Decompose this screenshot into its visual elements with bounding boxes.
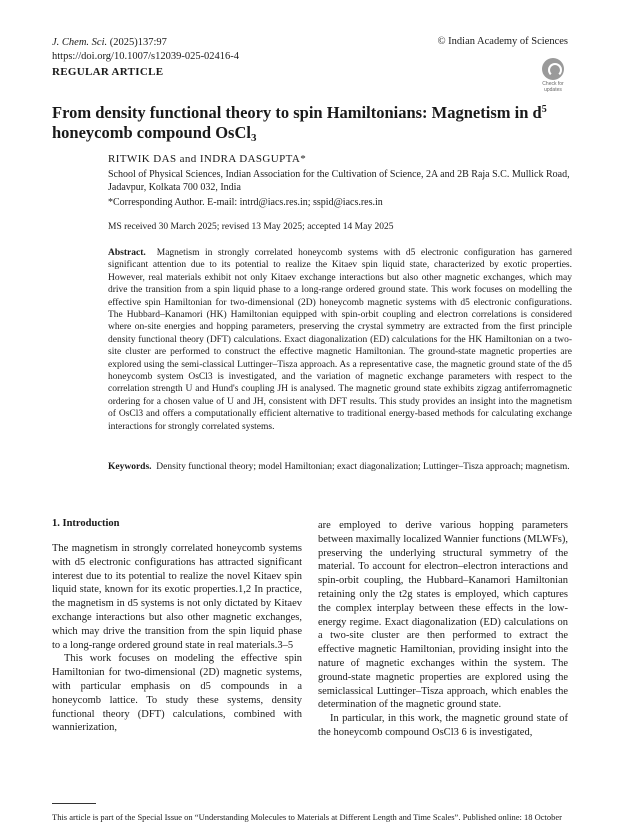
keywords-text: Density functional theory; model Hamiltonian; exact diagonalization; Luttinger–Tisza approach; magnetism.	[156, 462, 570, 472]
badge-label: Check for updates	[542, 81, 564, 93]
journal-name: J. Chem. Sci.	[52, 37, 108, 48]
column-left	[52, 542, 302, 735]
doi-link[interactable]: https://doi.org/10.1007/s12039-025-02416-4	[52, 51, 240, 62]
article-type: REGULAR ARTICLE	[52, 66, 164, 78]
check-updates-icon	[542, 58, 564, 80]
publisher-copyright: © Indian Academy of Sciences	[437, 36, 568, 47]
section-heading: 1. Introduction	[52, 518, 120, 529]
published-date: Published online: 18 October	[462, 812, 562, 822]
intro-paragraph-4: In particular, in this work, the magnetic ground state of the honeycomb compound OsCl3 6 is investigated,	[318, 713, 568, 738]
footnote: This article is part of the Special Issue on “Understanding Molecules to Materials at Different Length and Time Scales”. Published online: 18 October	[52, 812, 562, 822]
authors: RITWIK DAS and INDRA DASGUPTA*	[108, 153, 307, 165]
article-title: From density functional theory to spin Hamiltonians: Magnetism in $d^5$ honeycomb compound OsCl$_3$	[52, 103, 547, 144]
journal-volume: (2025)137:97	[109, 37, 167, 48]
affiliation: School of Physical Sciences, Indian Association for the Cultivation of Science, 2A and 2B Raja S.C. Mullick Road, Jadavpur, Kolkata 700 032, India	[108, 169, 570, 193]
corresponding-author: *Corresponding Author. E-mail: intrd@iacs.res.in; sspid@iacs.res.in	[108, 197, 383, 208]
intro-paragraph-2: This work focuses on modeling the effective spin Hamiltonian for two-dimensional (2D) magnetic systems, with particular emphasis on d5 compounds in a honeycomb lattice. To study these systems, density functional theory (DFT) calculations, combined with wannierization,	[52, 653, 302, 734]
intro-paragraph-1: The magnetism in strongly correlated honeycomb systems with d5 electronic configurations has attracted significant interest due to its potential to realize the novel Kitaev spin liquid state, known for its exotic properties.1,2 In practice, the magnetism in d5 systems is not only dictated by Kitaev exchange interactions but also other magnetic exchanges, which may drive the transition from the spin liquid phase to a long-range ordered ground state in real materials.3–5	[52, 543, 302, 651]
column-right	[318, 519, 568, 740]
journal-header	[52, 36, 239, 64]
keywords	[108, 461, 572, 473]
abstract	[108, 247, 572, 433]
intro-paragraph-3: are employed to derive various hopping parameters between maximally localized Wannier functions (MLWFs), preserving the underlying structural symmetry of the material. To account for electron–electron interactions and spin-orbit coupling, the Hubbard–Kanamori Hamiltonian retaining only the t2g states is employed, which captures the complex interplay between these effects in the low-energy regime. Exact diagonalization (ED) calculations on a two-site cluster are then performed to extract the effective magnetic Hamiltonian, providing insight into the nature of magnetic exchanges within the system. The ground-state magnetic properties are explored using the semiclassical Luttinger–Tisza approach, which enables the determination of the magnetic ground state.	[318, 520, 568, 711]
keywords-label: Keywords.	[108, 462, 152, 472]
abstract-text: Magnetism in strongly correlated honeycomb systems with d5 electronic configuration has garnered significant attention due to its potential to realize the Kitaev spin liquid state, characterized by exotic properties. However, real materials exhibit not only Kitaev exchange interactions but also other magnetic exchanges, which may drive the transition from a spin liquid phase to a long-range ordered ground state. This work focuses on modelling the effective spin Hamiltonian for two-dimensional (2D) honeycomb magnetic systems with d5 electronic configurations. The Hubbard–Kanamori (HK) Hamiltonian equipped with spin-orbit coupling and electron correlations is considered where on-site energies and hopping parameters, preserving the crystal symmetry are extracted from the first principle density functional theory (DFT) calculations. Exact diagonalization (ED) calculations for the HK Hamiltonian on a two-site cluster are performed to construct the effective magnetic Hamiltonian. The ground-state magnetic properties are explored using the semi-classical Luttinger–Tisza approach. As a representative case, the magnetic ground state of the d5 honeycomb system OsCl3 is investigated, and the variation of magnetic exchange parameters with respect to the correlation strength U and Hund's coupling JH is analysed. The magnetic ground state exhibits zigzag antiferromagnetic ordering for a chosen value of U and JH, consistent with DFT results. This study provides an insight into the magnetism of OsCl3 and offers a computationally efficient alternative to traditional energy-based methods for calculating exchange interactions for strongly correlated systems.	[108, 248, 572, 432]
footnote-rule	[52, 803, 96, 804]
abstract-label: Abstract.	[108, 248, 146, 258]
check-for-updates-badge[interactable]	[538, 58, 568, 93]
received-dates: MS received 30 March 2025; revised 13 May 2025; accepted 14 May 2025	[108, 222, 394, 232]
